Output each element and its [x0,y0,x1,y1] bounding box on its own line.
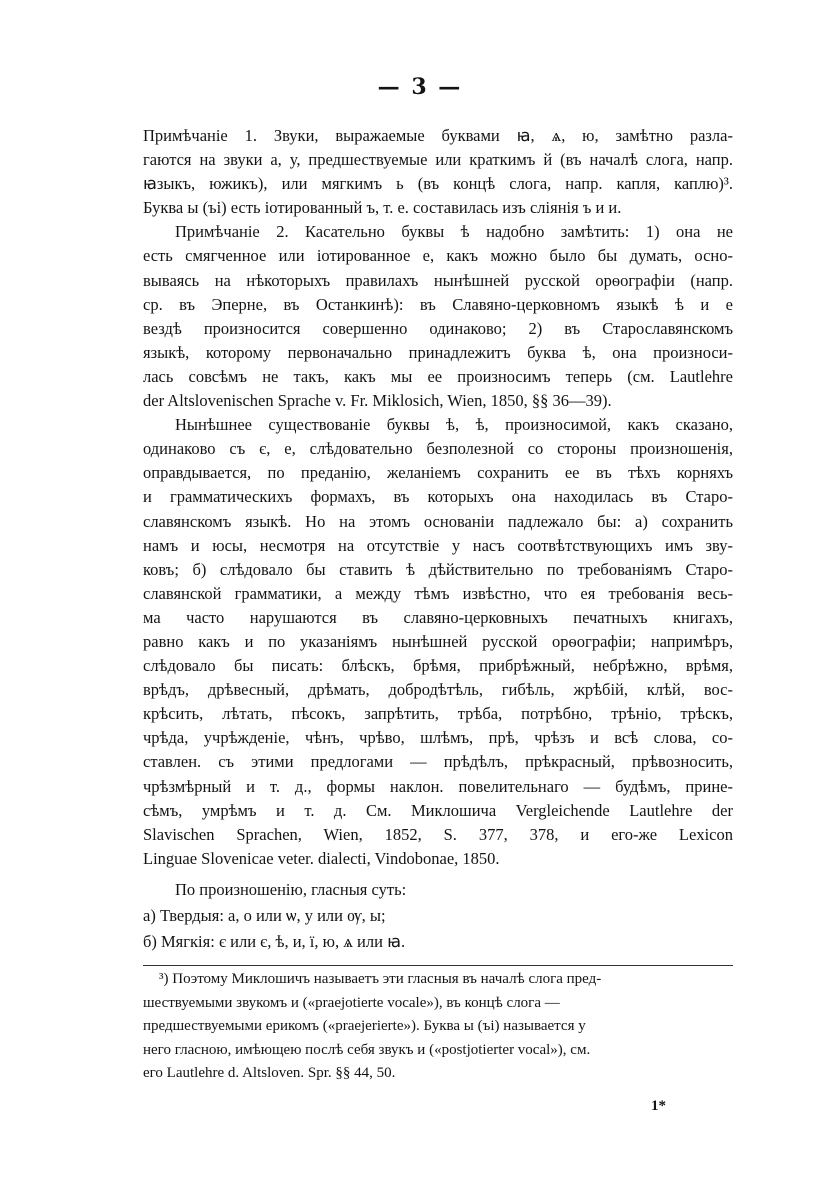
text-line: ковъ; б) слѣдовало бы ставить ѣ дѣйствительно по требованіямъ Старо- [143,559,733,579]
text-line: славянской грамматики, а между тѣмъ извѣстно, что ея требованія весь- [143,583,733,603]
text-line: слѣдовало бы писать: блѣскъ, брѣмя, прибрѣжный, небрѣжно, врѣмя, [143,656,733,676]
yat-paragraph [143,413,733,871]
footnote [143,968,733,1086]
text-line: вываясь на нѣкоторыхъ правилахъ нынѣшней русской орѳографіи (напр. [143,270,733,290]
footnote-line: ³) Поэтому Миклошичъ называетъ эти гласныя въ началѣ слога пред- [159,971,602,987]
text-line: der Altslovenischen Sprache v. Fr. Miklosich, Wien, 1850, §§ 36—39). [143,391,612,411]
text-line: чрѣда, учрѣжденіе, чѣнъ, чрѣво, шлѣмъ, прѣ, чрѣзъ и всѣ слова, со- [143,728,733,748]
text-line: Linguae Slovenicae veter. dialecti, Vindobonae, 1850. [143,848,500,868]
footnote-line: него гласною, имѣющею послѣ себя звукъ и («postjotierter vocal»), см. [143,1041,591,1058]
text-line: ставлен. съ этими предлогами — прѣдѣлъ, прѣкрасный, прѣвозносить, [143,752,733,772]
text-line: есть смягченное или іотированное е, какъ можно было бы думать, осно- [143,246,733,266]
note-2-paragraph [143,220,733,413]
main-text [143,124,733,955]
text-line: славянскомъ языкѣ. Но на этомъ основаніи падлежало бы: а) сохранить [143,511,733,531]
text-line: Примѣчаніе 1. Звуки, выражаемые буквами ꙗ, ѧ, ю, замѣтно разла- [143,126,733,145]
vowels-list [143,877,733,955]
text-line: чрѣзмѣрный и т. д., формы наклон. повелительнаго — будѣмъ, прине- [143,776,733,796]
footnote-divider [143,965,733,966]
text-line: врѣдъ, дрѣвесный, дрѣмать, добродѣтѣль, гибѣль, жрѣбій, клѣй, вос- [143,680,733,700]
text-line: Буква ы (ъі) есть іотированный ъ, т. е. составилась изъ сліянія ъ и и. [143,198,622,218]
text-line: ср. въ Эперне, въ Останкинѣ): въ Славяно-церковномъ языкѣ ѣ и е [143,294,733,314]
signature-mark: 1* [651,1098,666,1114]
text-line: сѣмъ, умрѣмъ и т. д. См. Миклошича Vergleichende Lautlehre der [143,800,733,820]
vowels-hard: а) Твердыя: а, о или ѡ, у или ѹ, ы; [143,905,386,925]
vowels-soft: б) Мягкія: є или є, ѣ, и, ї, ю, ѧ или ꙗ. [143,931,406,951]
text-line: и грамматическихъ формахъ, въ которыхъ она находилась въ Старо- [143,487,733,507]
page-number: — 3 — [377,74,463,100]
text-line: равно какъ и по указаніямъ нынѣшней русской орѳографіи; напримѣръ, [143,631,733,651]
text-line: ма часто нарушаются въ славяно-церковныхъ печатныхъ книгахъ, [143,607,733,627]
text-line: лась совсѣмъ не такъ, какъ мы ее произносимъ теперь (см. Lautlehre [143,366,733,386]
text-line: одинаково съ є, е, слѣдовательно безполезной со стороны произношенія, [143,439,733,459]
text-line: намъ и юсы, несмотря на отсутствіе у насъ соотвѣтствующихъ имъ зву- [143,535,733,555]
footnote-line: предшествуемыми ерикомъ («praejerierte»). Буква ы (ъі) называется у [143,1018,586,1034]
text-line: оправдывается, по преданію, желаніемъ сохранить ее въ тѣхъ корняхъ [143,463,733,483]
text-line: Slavischen Sprachen, Wien, 1852, S. 377, 378, и его-же Lexicon [143,824,733,844]
note-1-paragraph [143,124,733,220]
text-line: языкѣ, которому первоначально принадлежитъ буква ѣ, она произноси- [143,342,733,362]
text-line: крѣсить, лѣтать, пѣсокъ, запрѣтить, трѣба, потрѣбно, трѣніо, трѣскъ, [143,704,733,724]
footnote-line: его Lautlehre d. Altsloven. Spr. §§ 44, 50. [143,1065,396,1081]
footnote-line: шествуемыми звукомъ и («praejotierte vocale»), въ концѣ слога — [143,994,560,1011]
text-line: гаются на звуки а, у, предшествуемые или краткимъ й (въ началѣ слога, напр. [143,150,733,170]
text-line: ꙗзыкъ, южикъ), или мягкимъ ь (въ концѣ слога, напр. капля, каплю)³. [143,174,733,194]
text-line: Нынѣшнее существованіе буквы ѣ, ѣ, произносимой, какъ сказано, [175,415,733,435]
text-line: вездѣ произносится совершенно одинаково; 2) въ Старославянскомъ [143,318,733,338]
text-line: Примѣчаніе 2. Касательно буквы ѣ надобно замѣтить: 1) она не [175,222,733,242]
vowels-heading: По произношенію, гласныя суть: [175,879,407,899]
